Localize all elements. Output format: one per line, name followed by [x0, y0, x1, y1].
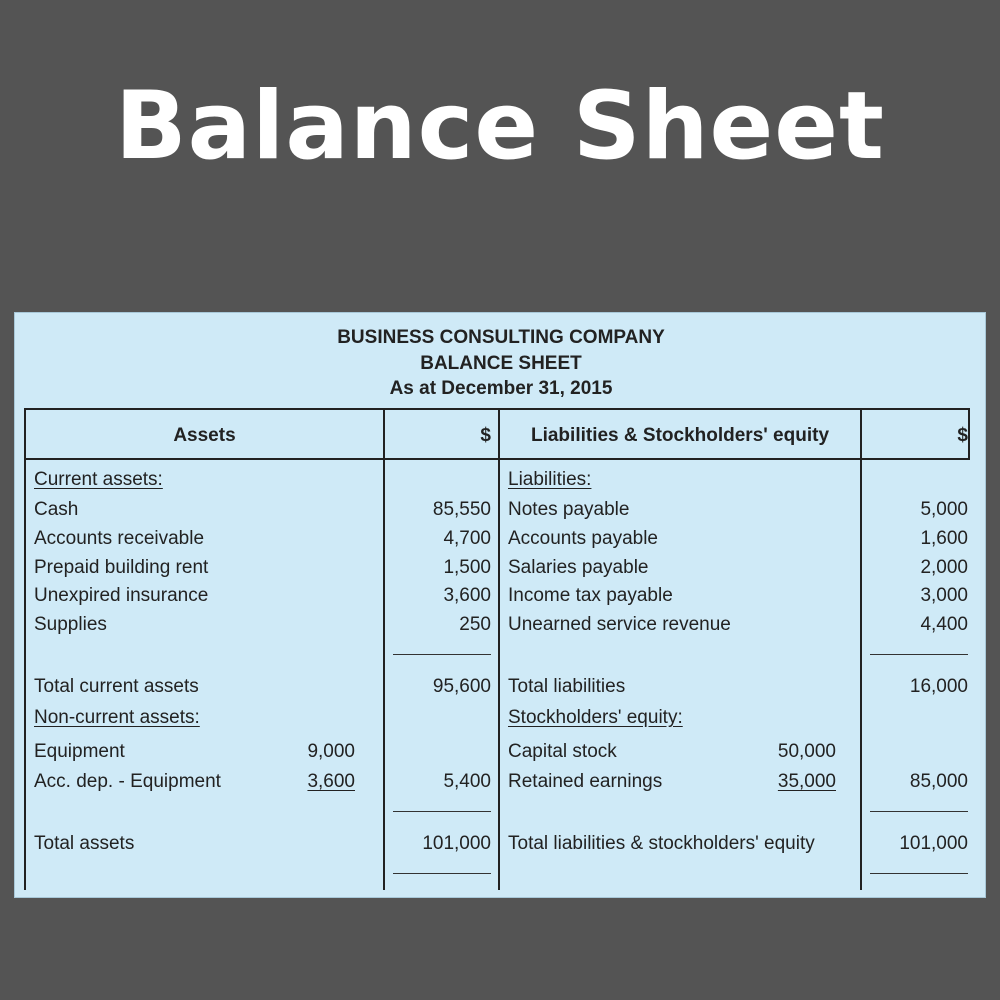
liability-amount: 3,000	[920, 585, 968, 606]
asset-label: Cash	[34, 499, 79, 520]
total-rule	[393, 873, 491, 874]
asset-amount: 85,550	[432, 499, 491, 520]
capital-stock-label: Capital stock	[508, 741, 617, 762]
page-title: Balance Sheet	[115, 72, 885, 181]
divider-1	[383, 408, 385, 890]
accdep-label: Acc. dep. - Equipment	[34, 771, 221, 792]
noncurrent-assets-heading: Non-current assets:	[34, 707, 200, 728]
total-assets-amount: 101,000	[422, 833, 491, 854]
liabilities-currency-header: $	[957, 425, 968, 446]
assets-currency-header: $	[480, 425, 491, 446]
liability-label: Salaries payable	[508, 557, 649, 578]
liabilities-column-header: Liabilities & Stockholders' equity	[530, 425, 830, 446]
left-border	[24, 408, 26, 890]
equity-total-amount: 85,000	[909, 771, 968, 792]
right-border	[968, 408, 970, 458]
total-rule	[870, 873, 968, 874]
asset-amount: 4,700	[443, 528, 491, 549]
statement-date: As at December 31, 2015	[389, 378, 613, 399]
liability-amount: 1,600	[920, 528, 968, 549]
liability-label: Notes payable	[508, 499, 630, 520]
asset-label: Unexpired insurance	[34, 585, 209, 606]
retained-earnings-amount: 35,000	[777, 771, 836, 792]
equipment-label: Equipment	[34, 741, 125, 762]
total-liabilities-amount: 16,000	[909, 676, 968, 697]
asset-label: Supplies	[34, 614, 107, 635]
equity-heading: Stockholders' equity:	[508, 707, 683, 728]
header-bottom-border	[24, 458, 970, 460]
company-name: BUSINESS CONSULTING COMPANY	[337, 327, 665, 348]
subtotal-rule	[393, 811, 491, 812]
asset-amount: 3,600	[443, 585, 491, 606]
current-assets-heading: Current assets:	[34, 469, 163, 490]
subtotal-rule	[870, 654, 968, 655]
liability-label: Accounts payable	[508, 528, 658, 549]
grand-total-amount: 101,000	[899, 833, 968, 854]
total-liabilities-label: Total liabilities	[508, 676, 626, 697]
balance-sheet-document	[14, 312, 986, 898]
grand-total-label: Total liabilities & stockholders' equity	[508, 833, 815, 854]
table-top-border	[24, 408, 970, 410]
liability-amount: 4,400	[920, 614, 968, 635]
equipment-amount: 9,000	[307, 741, 355, 762]
subtotal-rule	[870, 811, 968, 812]
divider-2	[498, 408, 500, 890]
asset-label: Prepaid building rent	[34, 557, 209, 578]
total-current-assets-amount: 95,600	[432, 676, 491, 697]
liabilities-heading: Liabilities:	[508, 469, 592, 490]
accdep-amount: 3,600	[307, 771, 355, 792]
capital-stock-amount: 50,000	[777, 741, 836, 762]
retained-earnings-label: Retained earnings	[508, 771, 663, 792]
asset-label: Accounts receivable	[34, 528, 205, 549]
statement-name: BALANCE SHEET	[420, 353, 582, 374]
net-equipment-amount: 5,400	[443, 771, 491, 792]
divider-3	[860, 408, 862, 890]
asset-amount: 1,500	[443, 557, 491, 578]
assets-column-header: Assets	[173, 425, 236, 446]
liability-amount: 2,000	[920, 557, 968, 578]
liability-amount: 5,000	[920, 499, 968, 520]
subtotal-rule	[393, 654, 491, 655]
total-assets-label: Total assets	[34, 833, 135, 854]
total-current-assets-label: Total current assets	[34, 676, 199, 697]
asset-amount: 250	[459, 614, 491, 635]
liability-label: Unearned service revenue	[508, 614, 731, 635]
liability-label: Income tax payable	[508, 585, 673, 606]
